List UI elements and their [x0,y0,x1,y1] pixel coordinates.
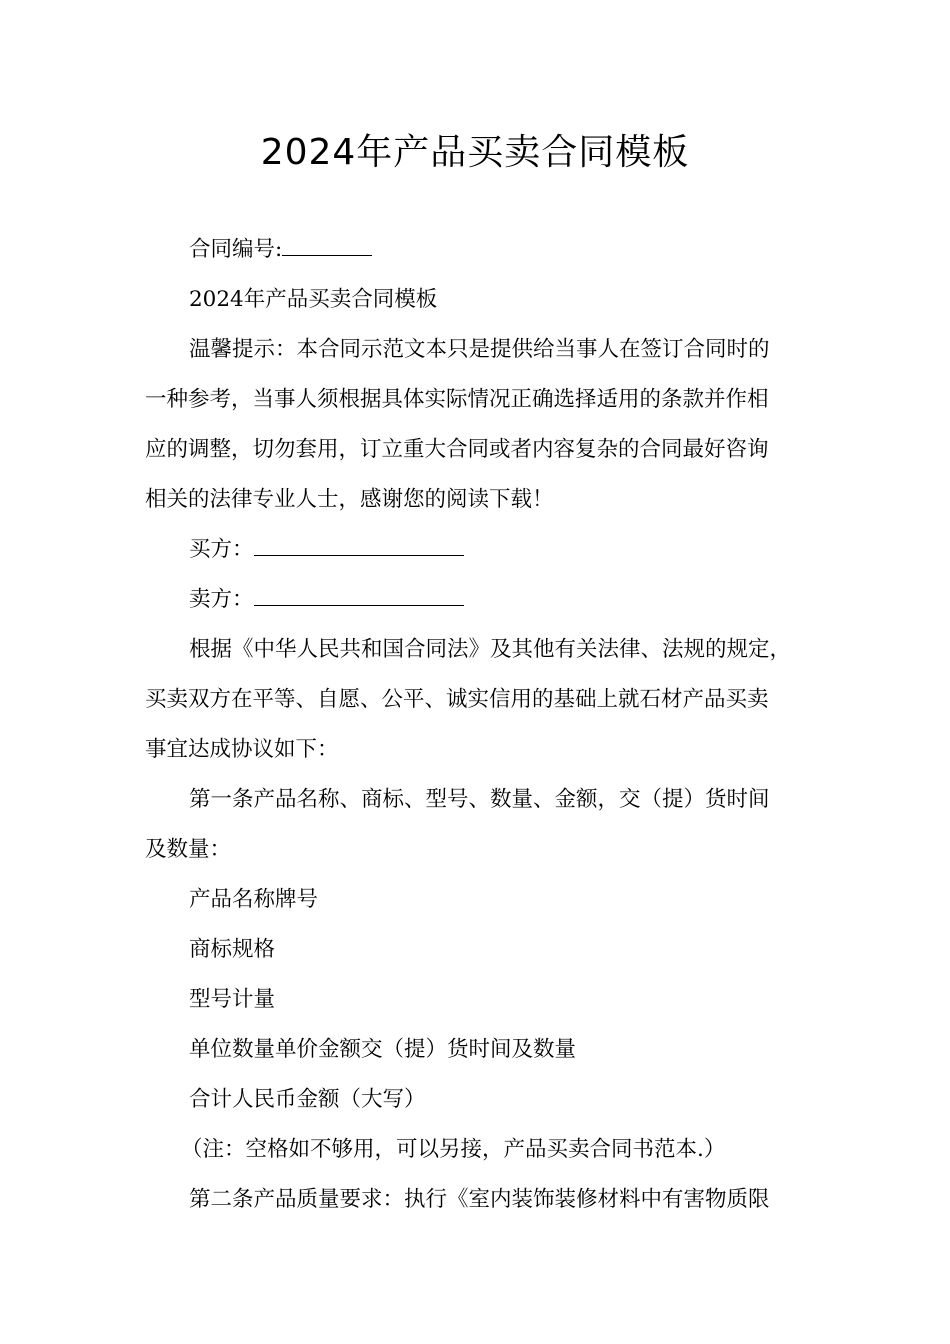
item-line-2: 商标规格 [189,937,276,962]
seller-label: 卖方： [189,587,254,612]
contract-number-blank [282,232,372,256]
item-line-3: 型号计量 [189,987,276,1012]
basis-line-1: 根据《中华人民共和国合同法》及其他有关法律、法规的规定， [189,637,792,662]
notice-line-1: 温馨提示：本合同示范文本只是提供给当事人在签订合同时的 [189,337,770,362]
seller-line [145,575,807,625]
notice-line-2: 一种参考，当事人须根据具体实际情况正确选择适用的条款并作相 [145,387,769,412]
notice-line-3: 应的调整，切勿套用，订立重大合同或者内容复杂的合同最好咨询 [145,437,769,462]
notice-line-4: 相关的法律专业人士，感谢您的阅读下载！ [145,487,554,512]
basis-line-2: 买卖双方在平等、自愿、公平、诚实信用的基础上就石材产品买卖 [145,687,769,712]
article-1-line-2: 及数量： [145,837,232,862]
buyer-blank [254,532,464,556]
basis-line-3: 事宜达成协议如下： [145,737,339,762]
item-line-4: 单位数量单价金额交（提）货时间及数量 [189,1037,577,1062]
contract-number-label: 合同编号: [189,237,283,262]
contract-number-line [145,225,807,275]
note-line: （注：空格如不够用，可以另接，产品买卖合同书范本.） [181,1137,726,1162]
document-title: 2024年产品买卖合同模板 [260,132,690,173]
document-subtitle: 2024年产品买卖合同模板 [189,287,438,312]
buyer-label: 买方： [189,537,254,562]
document-body [145,225,807,1225]
item-line-1: 产品名称牌号 [189,887,319,912]
buyer-line [145,525,807,575]
article-2-line-1: 第二条产品质量要求：执行《室内装饰装修材料中有害物质限 [189,1187,770,1212]
item-line-5: 合计人民币金额（大写） [189,1087,426,1112]
article-1-line-1: 第一条产品名称、商标、型号、数量、金额，交（提）货时间 [189,787,770,812]
seller-blank [254,582,464,606]
